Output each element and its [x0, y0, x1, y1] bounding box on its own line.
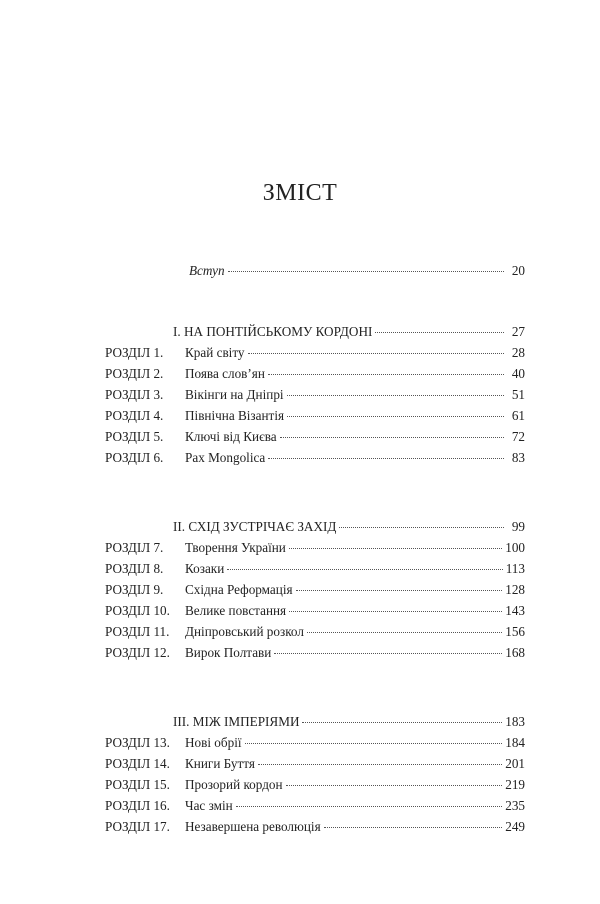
toc-chapter-entry[interactable]: [105, 735, 525, 756]
chapter-title: Північна Візантія: [185, 408, 285, 423]
section-spacer: [105, 471, 525, 519]
page-number: 83: [511, 450, 525, 465]
chapter-title: Pax Mongolica: [185, 450, 266, 465]
dot-leader: [268, 458, 504, 459]
page-number: 40: [511, 366, 525, 381]
chapter-title: Вирок Полтави: [185, 645, 272, 660]
part-title: III. МІЖ ІМПЕРІЯМИ: [173, 714, 300, 729]
toc-chapter-entry[interactable]: [105, 798, 525, 819]
toc-chapter-entry[interactable]: [105, 450, 525, 471]
chapter-title: Козаки: [185, 561, 225, 576]
chapter-label: РОЗДІЛ 15.: [105, 777, 170, 792]
page-number: 128: [505, 582, 525, 597]
chapter-label: РОЗДІЛ 11.: [105, 624, 170, 639]
toc-chapter-entry[interactable]: [105, 345, 525, 366]
toc-entry-intro[interactable]: [105, 263, 525, 284]
toc-chapter-entry[interactable]: [105, 819, 525, 840]
page-number: 72: [511, 429, 525, 444]
chapter-title: Поява слов’ян: [185, 366, 265, 381]
dot-leader: [287, 416, 504, 417]
toc-chapter-entry[interactable]: [105, 756, 525, 777]
dot-leader: [302, 722, 502, 723]
page-number: 249: [505, 819, 525, 834]
toc-chapter-entry[interactable]: [105, 561, 525, 582]
toc-part-heading[interactable]: [105, 324, 525, 345]
toc-title: ЗМІСТ: [262, 180, 338, 206]
toc-list: [105, 256, 525, 840]
dot-leader: [274, 653, 502, 654]
toc-chapter-entry[interactable]: [105, 540, 525, 561]
chapter-title: Велике повстання: [185, 603, 287, 618]
dot-leader: [289, 548, 502, 549]
toc-chapter-entry[interactable]: [105, 624, 525, 645]
dot-leader: [307, 632, 502, 633]
page-number: 100: [505, 540, 525, 555]
chapter-label: РОЗДІЛ 9.: [105, 582, 164, 597]
dot-leader: [228, 271, 504, 272]
dot-leader: [296, 590, 503, 591]
chapter-label: РОЗДІЛ 2.: [105, 366, 164, 381]
chapter-label: РОЗДІЛ 13.: [105, 735, 170, 750]
dot-leader: [268, 374, 504, 375]
page-number: 201: [505, 756, 525, 771]
page-number: 156: [505, 624, 525, 639]
chapter-title: Край світу: [185, 345, 245, 360]
toc-chapter-entry[interactable]: [105, 603, 525, 624]
page-number: 184: [505, 735, 525, 750]
chapter-label: РОЗДІЛ 17.: [105, 819, 170, 834]
dot-leader: [324, 827, 503, 828]
toc-part-heading[interactable]: [105, 519, 525, 540]
dot-leader: [375, 332, 504, 333]
page-number: 20: [511, 263, 525, 278]
chapter-title: Незавершена революція: [185, 819, 321, 834]
page-number: 99: [511, 519, 525, 534]
page-number: 183: [505, 714, 525, 729]
page-number: 235: [505, 798, 525, 813]
page-number: 27: [511, 324, 525, 339]
part-title: II. СХІД ЗУСТРІЧАЄ ЗАХІД: [173, 519, 337, 534]
dot-leader: [248, 353, 504, 354]
chapter-label: РОЗДІЛ 7.: [105, 540, 164, 555]
chapter-label: РОЗДІЛ 8.: [105, 561, 164, 576]
chapter-label: РОЗДІЛ 4.: [105, 408, 164, 423]
chapter-title: Дніпровський розкол: [185, 624, 304, 639]
chapter-title: Ключі від Києва: [185, 429, 277, 444]
dot-leader: [236, 806, 503, 807]
chapter-label: РОЗДІЛ 3.: [105, 387, 164, 402]
chapter-label: РОЗДІЛ 12.: [105, 645, 170, 660]
toc-chapter-entry[interactable]: [105, 366, 525, 387]
page-number: 113: [505, 561, 525, 576]
chapter-label: РОЗДІЛ 14.: [105, 756, 170, 771]
page-number: 143: [505, 603, 525, 618]
page-number: 219: [505, 777, 525, 792]
chapter-label: РОЗДІЛ 10.: [105, 603, 170, 618]
chapter-title: Нові обрії: [185, 735, 242, 750]
chapter-title: Прозорий кордон: [185, 777, 283, 792]
page-number: 61: [511, 408, 525, 423]
dot-leader: [339, 527, 504, 528]
dot-leader: [289, 611, 502, 612]
chapter-label: РОЗДІЛ 6.: [105, 450, 164, 465]
toc-chapter-entry[interactable]: [105, 408, 525, 429]
dot-leader: [286, 785, 503, 786]
dot-leader: [227, 569, 502, 570]
page-number: 168: [505, 645, 525, 660]
entry-title: Вступ: [189, 263, 225, 278]
section-spacer: [105, 666, 525, 714]
chapter-title: Час змін: [185, 798, 233, 813]
part-title: I. НА ПОНТІЙСЬКОМУ КОРДОНІ: [173, 324, 373, 339]
dot-leader: [245, 743, 503, 744]
chapter-label: РОЗДІЛ 16.: [105, 798, 170, 813]
chapter-title: Вікінги на Дніпрі: [185, 387, 284, 402]
dot-leader: [287, 395, 504, 396]
toc-chapter-entry[interactable]: [105, 645, 525, 666]
toc-chapter-entry[interactable]: [105, 582, 525, 603]
page-number: 28: [511, 345, 525, 360]
toc-chapter-entry[interactable]: [105, 387, 525, 408]
dot-leader: [258, 764, 502, 765]
toc-part-heading[interactable]: [105, 714, 525, 735]
chapter-label: РОЗДІЛ 1.: [105, 345, 164, 360]
toc-chapter-entry[interactable]: [105, 429, 525, 450]
chapter-label: РОЗДІЛ 5.: [105, 429, 164, 444]
chapter-title: Творення України: [185, 540, 286, 555]
dot-leader: [280, 437, 504, 438]
chapter-title: Східна Реформація: [185, 582, 293, 597]
page-number: 51: [511, 387, 525, 402]
chapter-title: Книги Буття: [185, 756, 255, 771]
toc-chapter-entry[interactable]: [105, 777, 525, 798]
